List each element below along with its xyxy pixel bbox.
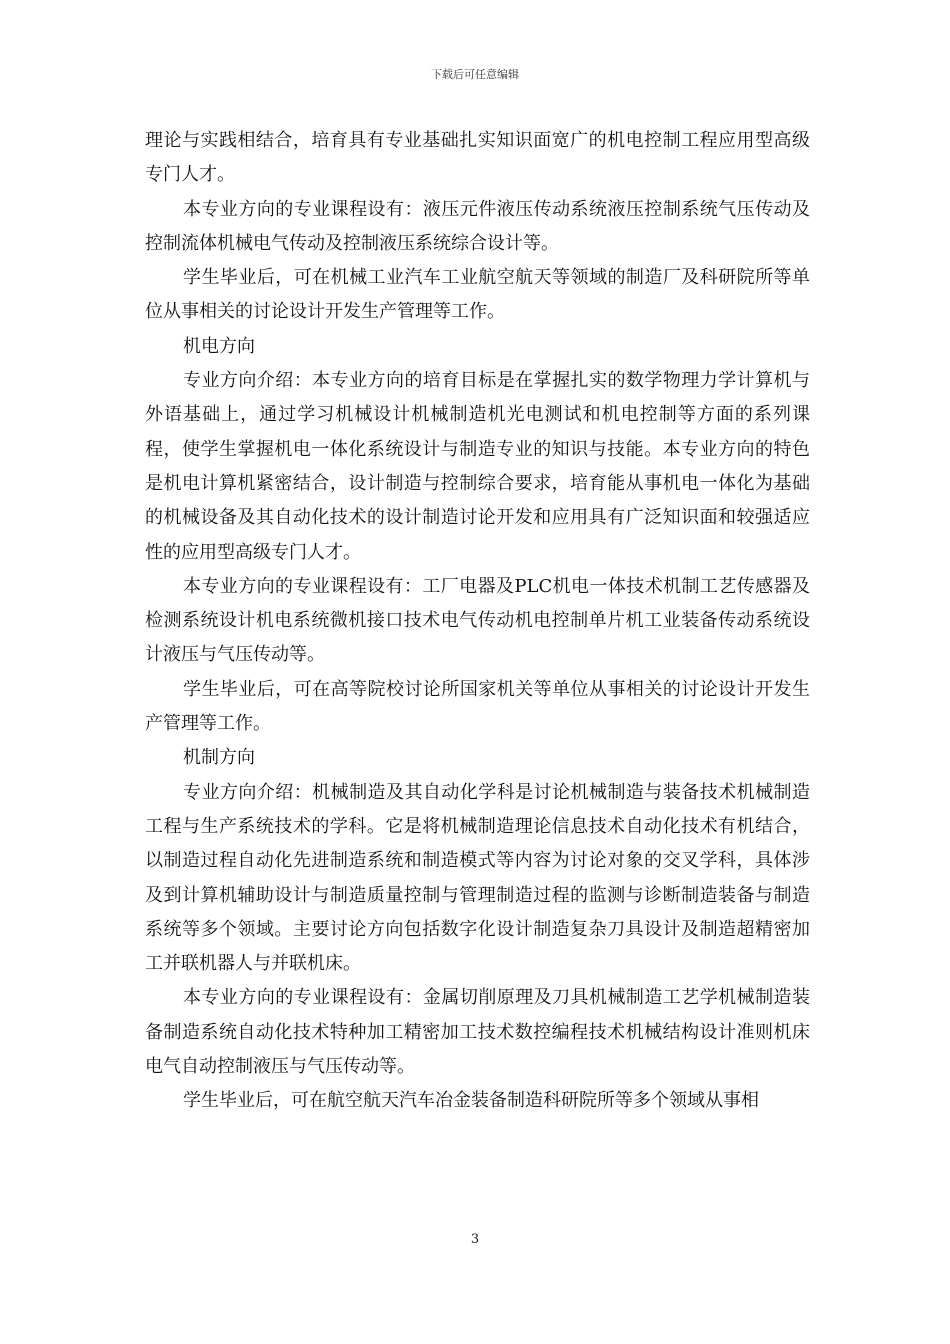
document-body [145, 124, 810, 1119]
paragraph-hydraulic-careers: 学生毕业后，可在机械工业汽车工业航空航天等领域的制造厂及科研院所等单位从事相关的讨论设计开发生产管理等工作。 [145, 267, 810, 323]
section-heading-mechatronics: 机电方向 [183, 335, 255, 357]
paragraph-manufacturing-careers: 学生毕业后，可在航空航天汽车冶金装备制造科研院所等多个领域从事相 [183, 1090, 759, 1112]
paragraph-mechatronics-courses: 本专业方向的专业课程设有：工厂电器及PLC机电一体技术机制工艺传感器及检测系统设计机电系统微机接口技术电气传动机电控制单片机工业装备传动系统设计液压与气压传动等。 [145, 575, 810, 666]
page-number: 3 [470, 1232, 480, 1247]
section-heading-manufacturing: 机制方向 [183, 747, 255, 769]
paragraph-manufacturing-courses: 本专业方向的专业课程设有：金属切削原理及刀具机械制造工艺学机械制造装备制造系统自动化技术特种加工精密加工技术数控编程技术机械结构设计准则机床电气自动控制液压与气压传动等。 [145, 987, 810, 1078]
paragraph-mechatronics-intro: 专业方向介绍：本专业方向的培育目标是在掌握扎实的数学物理力学计算机与外语基础上，通过学习机械设计机械制造机光电测试和机电控制等方面的系列课程，使学生掌握机电一体化系统设计与制造专业的知识与技能。本专业方向的特色是机电计算机紧密结合，设计制造与控制综合要求，培育能从事机电一体化为基础的机械设备及其自动化技术的设计制造讨论开发和应用具有广泛知识面和较强适应性的应用型高级专门人才。 [145, 370, 810, 563]
page-header: 下载后可任意编辑 [431, 68, 519, 81]
paragraph-manufacturing-intro: 专业方向介绍：机械制造及其自动化学科是讨论机械制造与装备技术机械制造工程与生产系统技术的学科。它是将机械制造理论信息技术自动化技术有机结合，以制造过程自动化先进制造系统和制造模式等内容为讨论对象的交叉学科，具体涉及到计算机辅助设计与制造质量控制与管理制造过程的监测与诊断制造装备与制造系统等多个领域。主要讨论方向包括数字化设计制造复杂刀具设计及制造超精密加工并联机器人与并联机床。 [145, 781, 810, 975]
paragraph-mechatronics-careers: 学生毕业后，可在高等院校讨论所国家机关等单位从事相关的讨论设计开发生产管理等工作。 [145, 678, 810, 735]
paragraph-hydraulic-courses: 本专业方向的专业课程设有：液压元件液压传动系统液压控制系统气压传动及控制流体机械电气传动及控制液压系统综合设计等。 [145, 198, 810, 254]
paragraph-continuation: 理论与实践相结合，培育具有专业基础扎实知识面宽广的机电控制工程应用型高级专门人才。 [145, 130, 810, 186]
